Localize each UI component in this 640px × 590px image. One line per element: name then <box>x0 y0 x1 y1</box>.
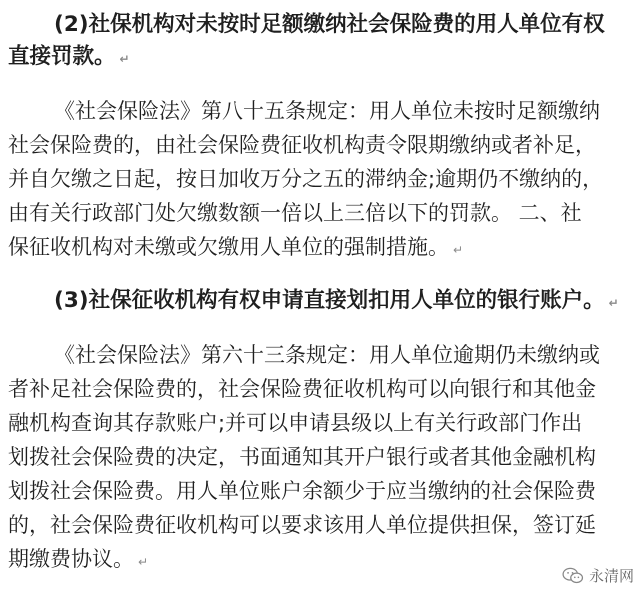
paragraph-mark: ↵ <box>453 243 464 257</box>
body-line: 社会保险费的，由社会保险费征收机构责令限期缴纳或者补足， <box>8 133 596 157</box>
heading-line: (2)社保机构对未按时足额缴纳社会保险费的用人单位有权 <box>54 12 605 37</box>
paragraph-mark: ↵ <box>608 296 619 310</box>
body-line: 《社会保险法》第八十五条规定：用人单位未按时足额缴纳 <box>54 99 600 123</box>
watermark-text: 永清网 <box>588 567 634 585</box>
body-line: 期缴费协议。 ↵ <box>8 547 149 571</box>
heading-line: 直接罚款。 ↵ <box>8 44 130 69</box>
body-line: 融机构查询其存款账户;并可以申请县级以上有关行政部门作出 <box>8 411 583 435</box>
paragraph-mark: ↵ <box>119 52 130 66</box>
body-line: 保征收机构对未缴或欠缴用人单位的强制措施。 ↵ <box>8 235 464 259</box>
body-line: 《社会保险法》第六十三条规定：用人单位逾期仍未缴纳或 <box>54 343 600 367</box>
body-line: 的，社会保险费征收机构可以要求该用人单位提供担保，签订延 <box>8 513 596 537</box>
watermark <box>562 565 634 586</box>
body-line: 划拨社会保险费的决定，书面通知其开户银行或者其他金融机构 <box>8 445 596 469</box>
paragraph-mark: ↵ <box>138 555 149 569</box>
body-line: 由有关行政部门处欠缴数额一倍以上三倍以下的罚款。 二、社 <box>8 201 582 225</box>
body-line: 者补足社会保险费的，社会保险费征收机构可以向银行和其他金 <box>8 377 596 401</box>
wechat-icon <box>562 567 584 585</box>
body-line: 划拨社会保险费。用人单位账户余额少于应当缴纳的社会保险费 <box>8 479 596 503</box>
body-line: 并自欠缴之日起，按日加收万分之五的滞纳金;逾期仍不缴纳的， <box>8 167 604 191</box>
heading-line: (3)社保征收机构有权申请直接划扣用人单位的银行账户。 ↵ <box>54 288 619 313</box>
